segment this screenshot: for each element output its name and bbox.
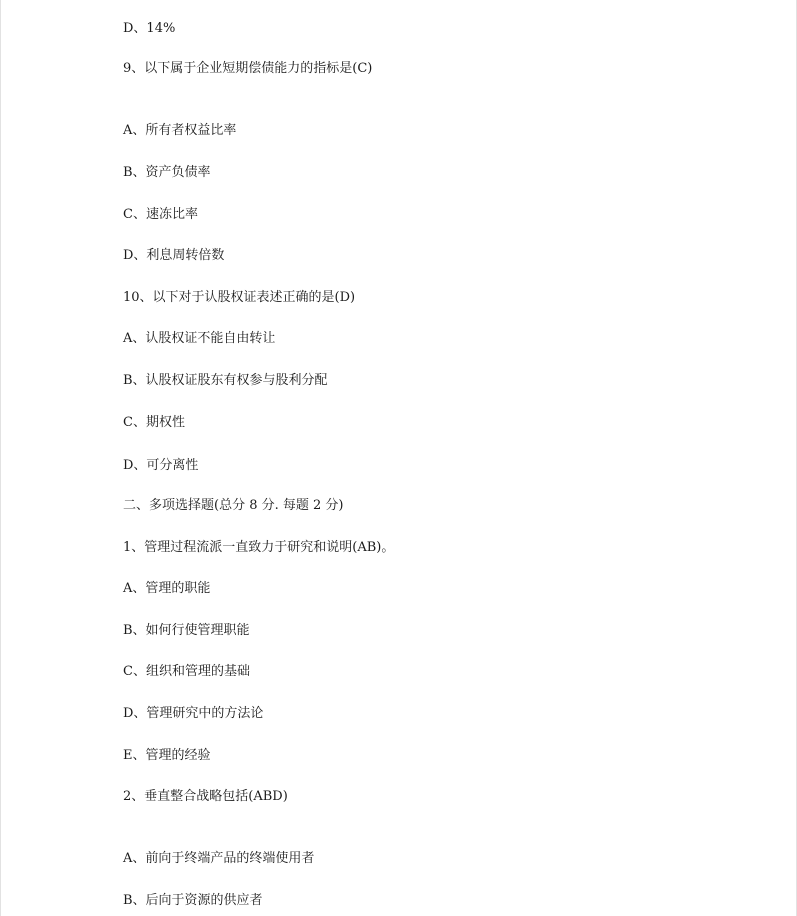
answer-option-a-mc2: A、前向于终端产品的终端使用者 — [123, 851, 315, 866]
answer-option-e-mc1: E、管理的经验 — [123, 748, 211, 763]
answer-option-c-q9: C、速冻比率 — [123, 207, 198, 222]
question-mc-1: 1、管理过程流派一直致力于研究和说明(AB)。 — [123, 540, 395, 555]
answer-option-d-q9: D、利息周转倍数 — [123, 248, 225, 263]
answer-option-b-q10: B、认股权证股东有权参与股利分配 — [123, 373, 328, 388]
answer-option-d-mc1: D、管理研究中的方法论 — [123, 706, 264, 721]
answer-option-b-q9: B、资产负债率 — [123, 165, 211, 180]
answer-option-a-mc1: A、管理的职能 — [123, 581, 211, 596]
answer-option-b-mc2: B、后向于资源的供应者 — [123, 893, 263, 908]
answer-option-b-mc1: B、如何行使管理职能 — [123, 623, 250, 638]
answer-option-a-q9: A、所有者权益比率 — [123, 123, 237, 138]
answer-option-c-mc1: C、组织和管理的基础 — [123, 664, 250, 679]
question-mc-2: 2、垂直整合战略包括(ABD) — [123, 789, 288, 804]
answer-option-d-q10: D、可分离性 — [123, 458, 199, 473]
question-10: 10、以下对于认股权证表述正确的是(D) — [123, 290, 356, 305]
answer-option-c-q10: C、期权性 — [123, 415, 185, 430]
answer-option-d-q8: D、14% — [123, 21, 176, 36]
answer-option-a-q10: A、认股权证不能自由转让 — [123, 331, 276, 346]
question-9: 9、以下属于企业短期偿债能力的指标是(C) — [123, 61, 373, 76]
section-heading-multiple-choice: 二、多项选择题(总分 8 分. 每题 2 分) — [123, 498, 344, 513]
